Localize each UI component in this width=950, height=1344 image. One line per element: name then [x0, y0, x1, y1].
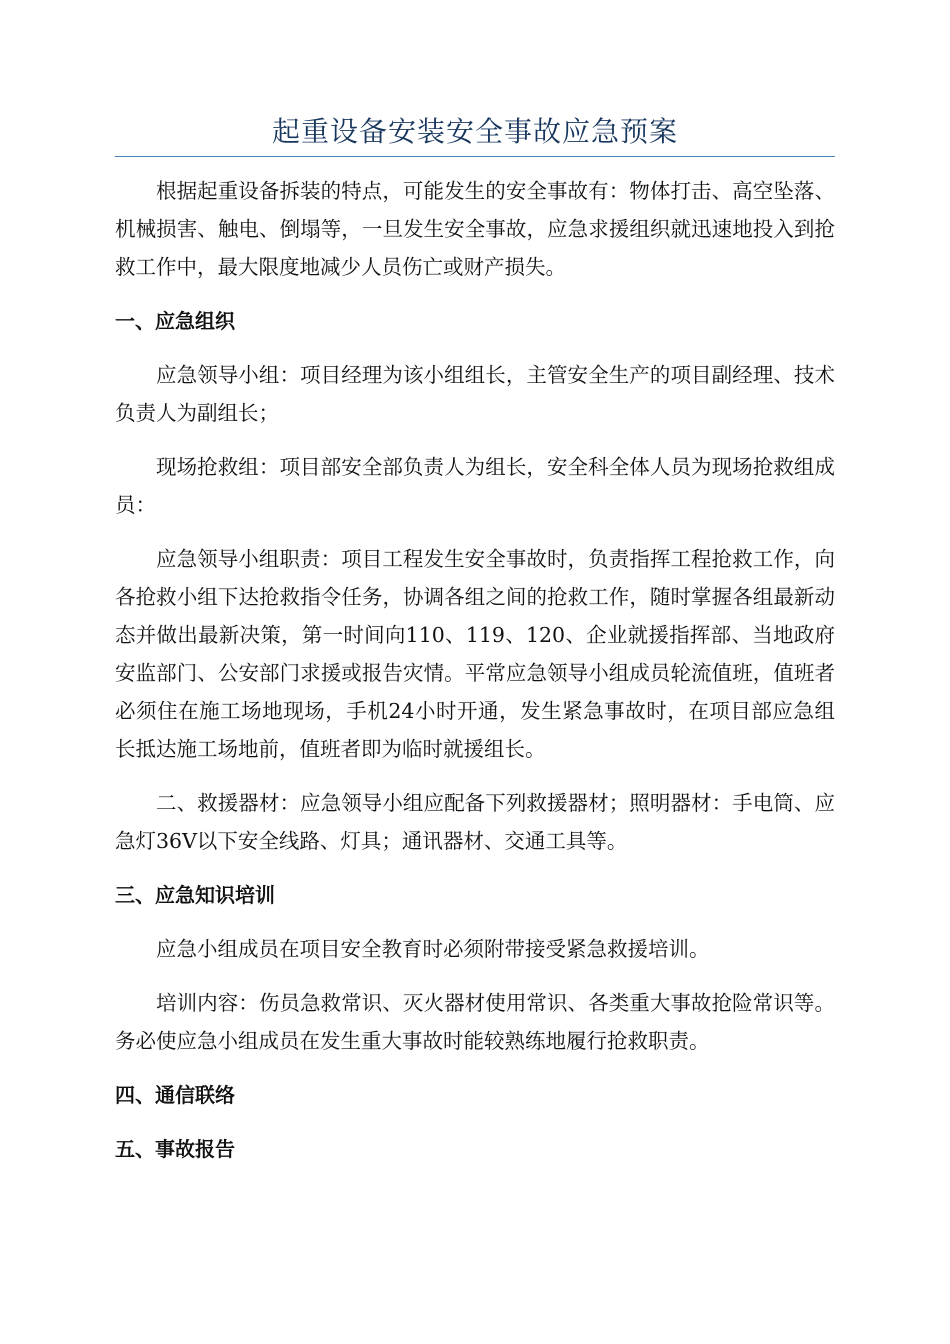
leadership-group-paragraph: 应急领导小组：项目经理为该小组组长，主管安全生产的项目副经理、技术负责人为副组长； [115, 363, 835, 425]
section-heading-communication: 四、通信联络 [115, 1083, 235, 1107]
training-content-paragraph: 培训内容：伤员急救常识、灭火器材使用常识、各类重大事故抢险常识等。务必使应急小组成员在发生重大事故时能较熟练地履行抢救职责。 [115, 991, 835, 1053]
document-body [115, 172, 835, 1184]
section-heading-training: 三、应急知识培训 [115, 883, 275, 907]
rescue-team-paragraph: 现场抢救组：项目部安全部负责人为组长，安全科全体人员为现场抢救组成员： [115, 455, 835, 517]
section-heading-accident-report: 五、事故报告 [115, 1137, 235, 1161]
training-requirement-paragraph: 应急小组成员在项目安全教育时必须附带接受紧急救援培训。 [156, 937, 710, 961]
intro-paragraph: 根据起重设备拆装的特点，可能发生的安全事故有：物体打击、高空坠落、机械损害、触电、倒塌等，一旦发生安全事故，应急求援组织就迅速地投入到抢救工作中，最大限度地减少人员伤亡或财产损失。 [115, 179, 835, 279]
section-heading-organization: 一、应急组织 [115, 309, 235, 333]
document-title: 起重设备安装安全事故应急预案 [271, 115, 678, 148]
rescue-equipment-paragraph: 二、救援器材：应急领导小组应配备下列救援器材；照明器材：手电筒、应急灯36V以下安全线路、灯具；通讯器材、交通工具等。 [115, 791, 835, 853]
title-block [115, 112, 835, 157]
leadership-duties-paragraph: 应急领导小组职责：项目工程发生安全事故时，负责指挥工程抢救工作，向各抢救小组下达抢救指令任务，协调各组之间的抢救工作，随时掌握各组最新动态并做出最新决策，第一时间向110、119、120、企业就援指挥部、当地政府安监部门、公安部门求援或报告灾情。平常应急领导小组成员轮流值班，值班者必须住在施工场地现场，手机24小时开通，发生紧急事故时，在项目部应急组长抵达施工场地前，值班者即为临时就援组长。 [115, 547, 835, 761]
